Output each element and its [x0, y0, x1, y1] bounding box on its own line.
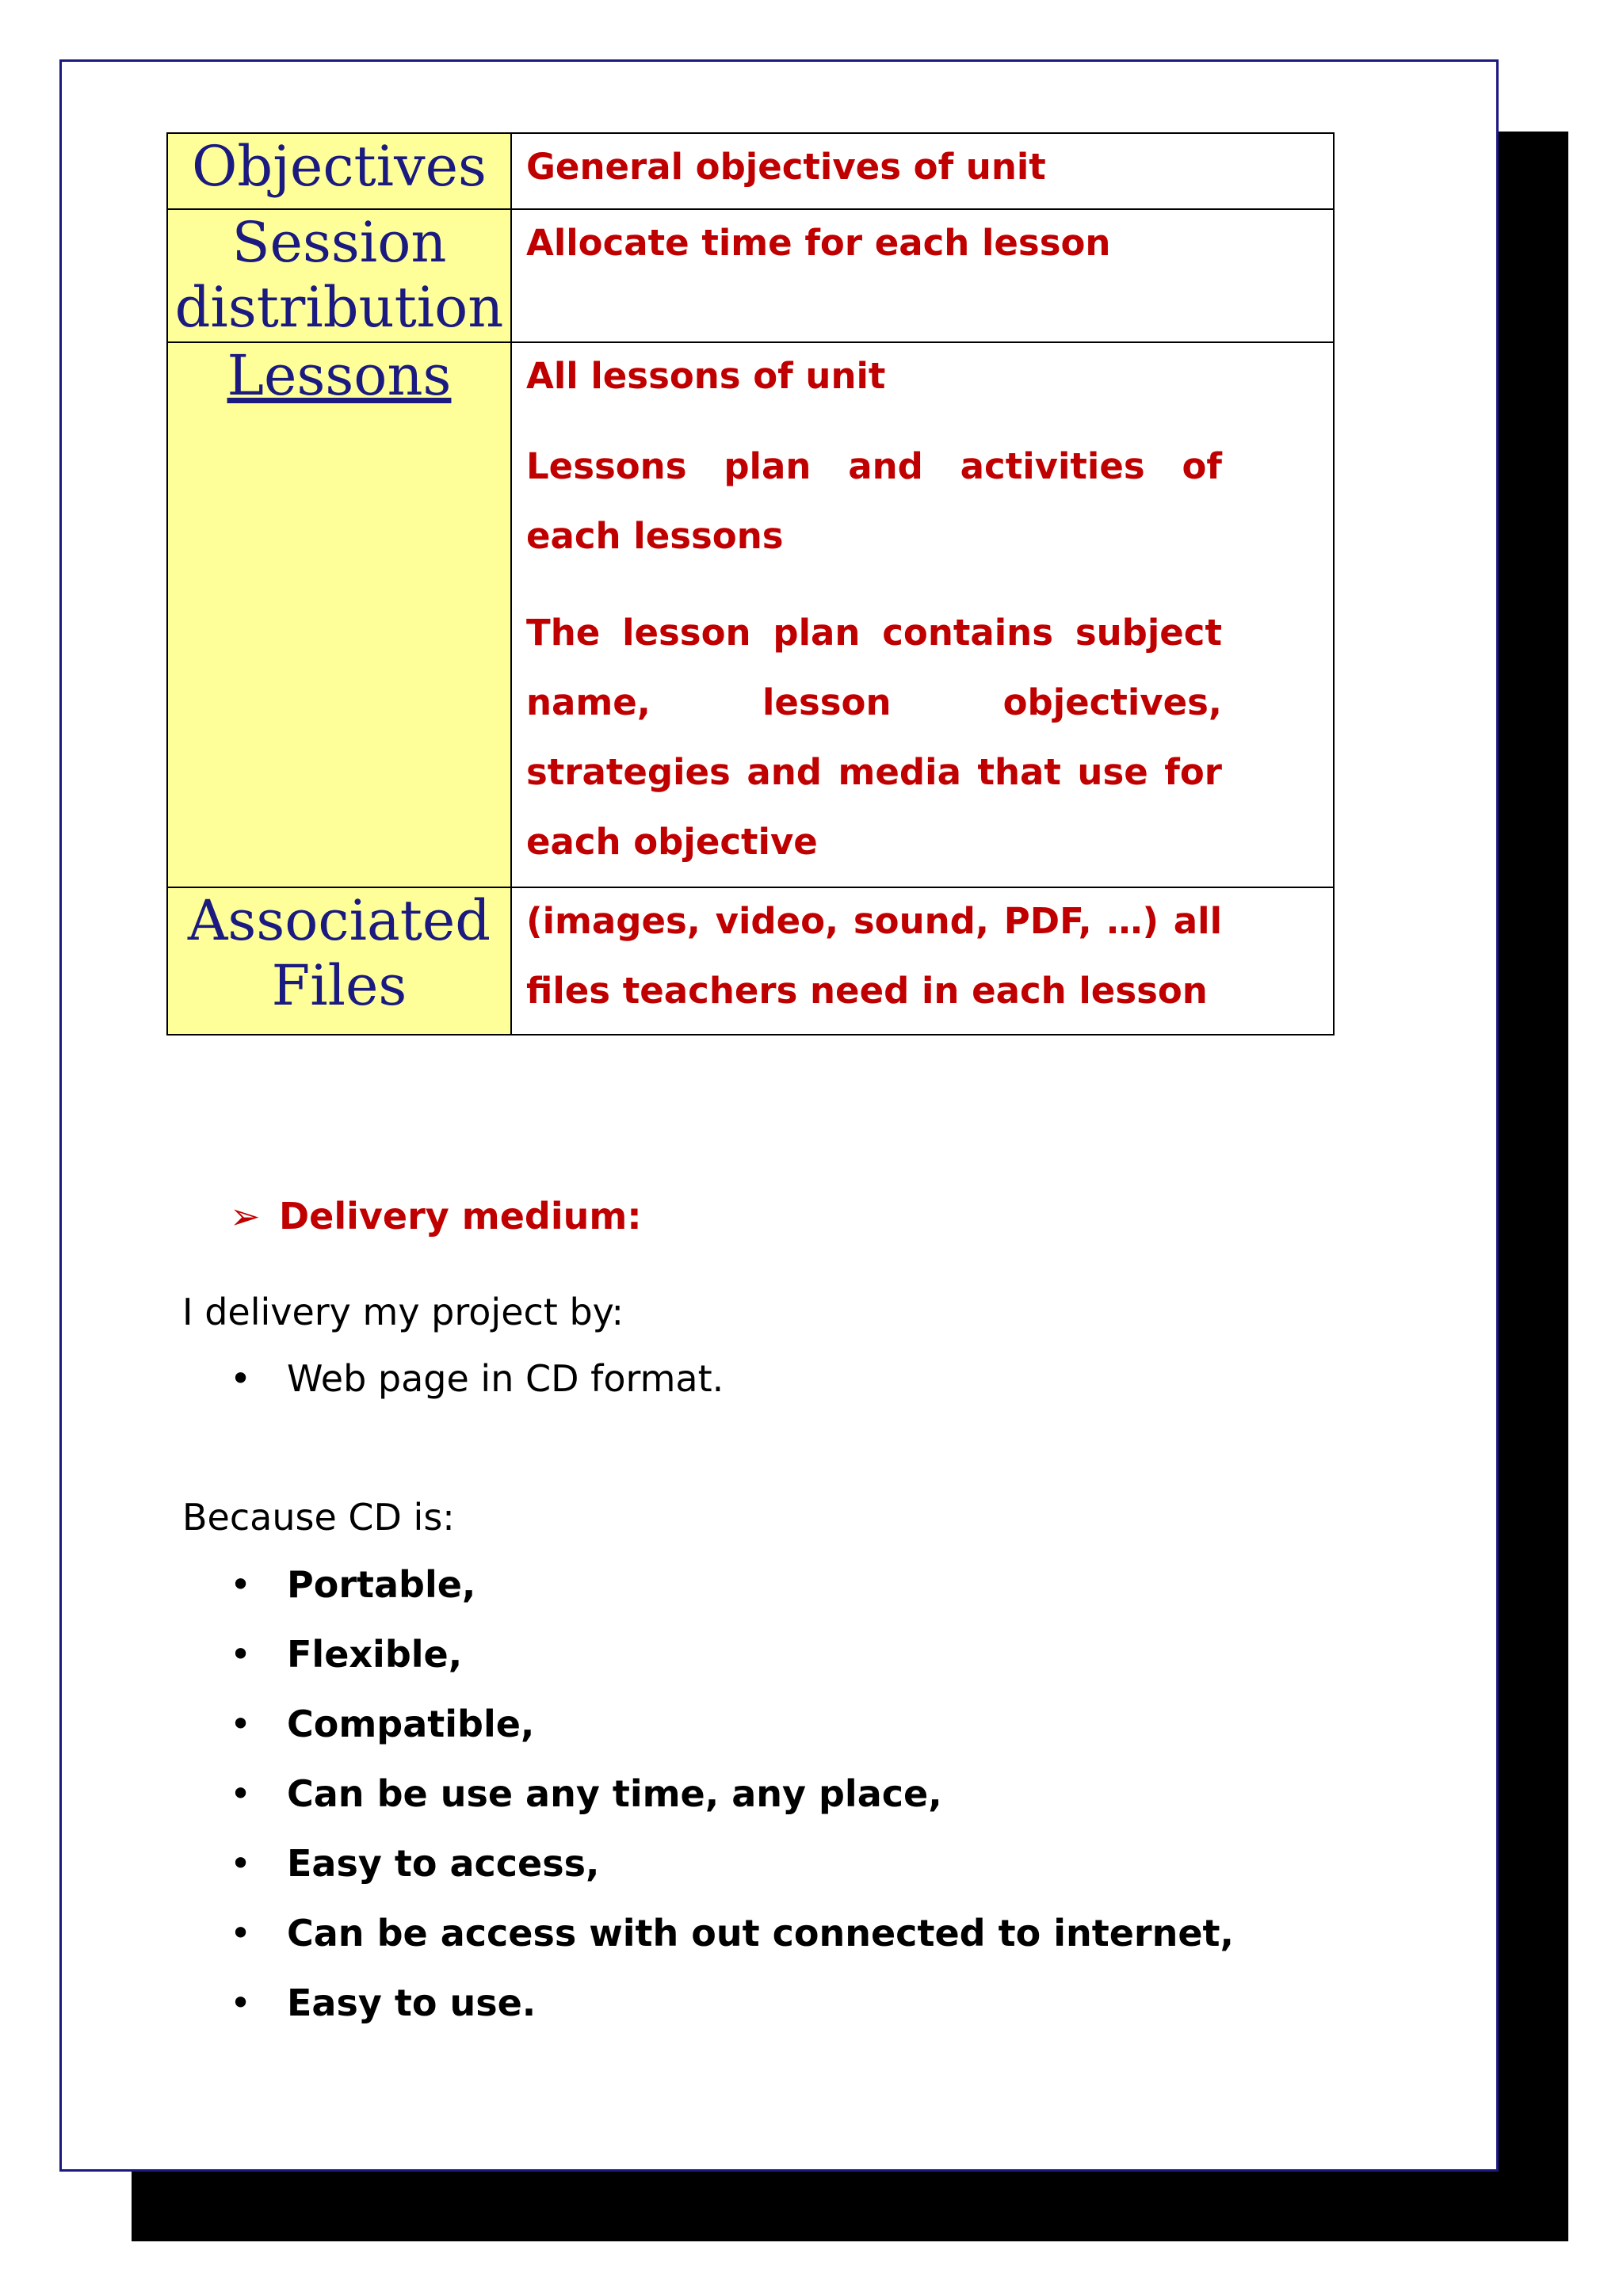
round-bullet-icon: • — [230, 1357, 252, 1400]
cd-reasons-list — [230, 1550, 1234, 2038]
content-text: The lesson plan contains subject name, lesson objectives, strategies and media that use for each objective — [526, 612, 1222, 863]
because-intro: Because CD is: — [182, 1496, 455, 1539]
list-item: • Web page in CD format. — [230, 1344, 724, 1413]
list-item: • Compatible, — [230, 1689, 1234, 1759]
table-row — [167, 887, 1334, 1035]
row-content — [511, 342, 1334, 887]
row-content — [511, 133, 1334, 209]
round-bullet-icon: • — [230, 1703, 252, 1745]
content-text: Lessons plan and activities of each lessons — [526, 445, 1222, 557]
row-label-session-distribution: Session distribution — [167, 209, 511, 342]
table-row — [167, 209, 1334, 342]
arrowhead-bullet-icon: ➢ — [230, 1195, 261, 1238]
delivery-heading — [230, 1192, 642, 1240]
row-content — [511, 887, 1334, 1035]
list-item: • Can be use any time, any place, — [230, 1759, 1234, 1829]
content-text: All lessons of unit — [526, 355, 886, 397]
table-row — [167, 133, 1334, 209]
row-label-associated-files: Associated Files — [167, 887, 511, 1035]
unit-outline-table — [166, 132, 1335, 1035]
row-content — [511, 209, 1334, 342]
content-text: Allocate time for each lesson — [526, 222, 1111, 264]
row-label-lessons-link[interactable]: Lessons — [167, 342, 511, 887]
list-item: • Easy to use. — [230, 1968, 1234, 2038]
list-item: • Flexible, — [230, 1619, 1234, 1689]
round-bullet-icon: • — [230, 1912, 252, 1955]
delivery-methods-list — [230, 1344, 724, 1413]
round-bullet-icon: • — [230, 1633, 252, 1676]
delivery-heading-text: Delivery medium: — [279, 1195, 642, 1238]
delivery-intro: I delivery my project by: — [182, 1291, 624, 1333]
row-label-objectives: Objectives — [167, 133, 511, 209]
round-bullet-icon: • — [230, 1981, 252, 2024]
table-row — [167, 342, 1334, 887]
list-item: • Easy to access, — [230, 1829, 1234, 1898]
content-text: (images, video, sound, PDF, …) all files teachers need in each lesson — [526, 900, 1222, 1012]
content-text: General objectives of unit — [526, 146, 1046, 188]
list-item: • Can be access with out connected to internet, — [230, 1898, 1234, 1968]
list-item: • Portable, — [230, 1550, 1234, 1619]
round-bullet-icon: • — [230, 1842, 252, 1885]
round-bullet-icon: • — [230, 1772, 252, 1815]
round-bullet-icon: • — [230, 1563, 252, 1606]
